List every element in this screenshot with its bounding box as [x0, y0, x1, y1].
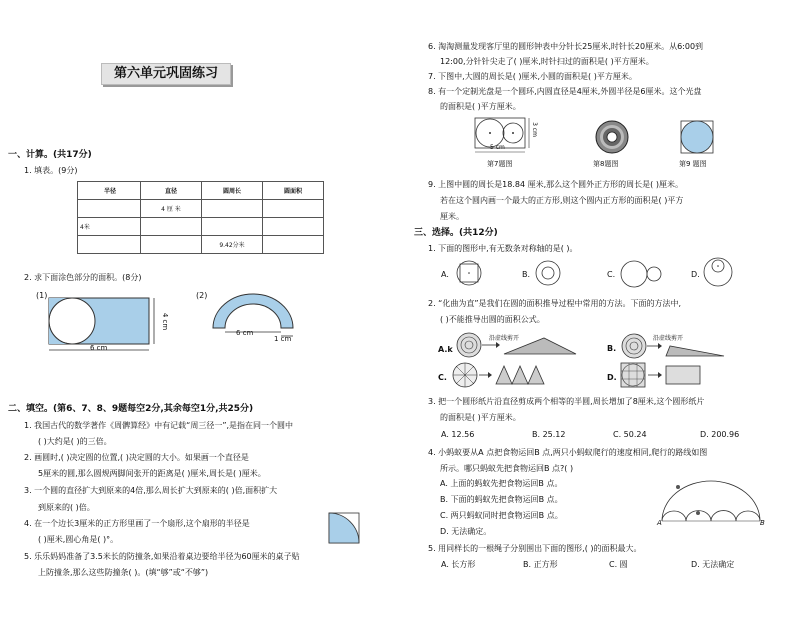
table-row [78, 200, 324, 218]
fig2-inner-label: 6 cm [236, 329, 254, 337]
s3-q2-option-b: B. [607, 344, 617, 353]
table-header-cell: 半径 [78, 182, 141, 200]
q2-a-cut-label: 沿虚线剪开 [489, 335, 520, 342]
s3-q3-line: 的面积是( )平方厘米。 [440, 413, 521, 422]
fig1-width-label: 6 cm [90, 344, 108, 352]
s3-q1-option-b: B. [522, 270, 531, 279]
fig2-ring-width-label: 1 cm [274, 335, 292, 343]
s2-right-line: 6. 淘淘测量发现客厅里的圆形钟表中分针长25厘米,时针长20厘米。从6:00到 [428, 42, 704, 51]
table-header-row [78, 182, 324, 200]
ant-path-figure [658, 477, 766, 527]
q5-option-a: A. 长方形 [441, 560, 476, 569]
s2-line: 上防撞条,那么这些防撞条( )。(填“够”或“不够”) [38, 568, 209, 577]
s2-line: 1. 我国古代的数学著作《周髀算经》中有记载“周三径一”,是指在同一个圆中 [24, 421, 294, 430]
table-cell [263, 200, 324, 218]
table-cell [78, 236, 141, 254]
q5-option-c: C. 圆 [609, 560, 628, 569]
table-header-cell: 圆周长 [202, 182, 263, 200]
q2-option-d-figure [620, 362, 710, 390]
s3-q1-option-c: C. [607, 270, 616, 279]
s2-line: 到原来的( )倍。 [38, 503, 95, 512]
s2-right-line: 7. 下图中,大圆的周长是( )厘米,小圆的面积是( )平方厘米。 [428, 72, 637, 81]
s3-q2-option-d: D. [607, 373, 617, 382]
table-cell: 4 厘 米 [141, 200, 202, 218]
s3-q4-option-b: B. 下面的蚂蚁先把食物运回B 点。 [440, 495, 563, 504]
table-row [78, 218, 324, 236]
fig1-label: (1) [36, 291, 48, 300]
s3-q3-line: 3. 把一个圆形纸片沿直径剪成两个相等的半圆,周长增加了8厘米,这个圆形纸片 [428, 397, 705, 406]
q3-option-c: C. 50.24 [613, 430, 647, 439]
s3-q2-line: 2. “化曲为直”是我们在圆的面积推导过程中常用的方法。下面的方法中, [428, 299, 682, 308]
q5-option-d: D. 无法确定 [691, 560, 735, 569]
s2-line: ( )厘米,圆心角是( )°。 [38, 535, 119, 544]
fig1-height-label: 4 cm [161, 312, 170, 331]
table-cell: 9.42分米 [202, 236, 263, 254]
s2-line: 3. 一个圆的直径扩大到原来的4倍,那么周长扩大到原来的( )倍,面积扩大 [24, 486, 278, 495]
s3-q1-text: 1. 下面的图形中,有无数条对称轴的是( )。 [428, 244, 578, 253]
q9-line: 9. 上图中圆的周长是18.84 厘米,那么这个圆外正方形的周长是( )厘米。 [428, 180, 683, 189]
s2-right-line: 8. 有一个定制光盘是一个圆环,内圆直径是4厘米,外圆半径是6厘米。这个光盘 [428, 87, 702, 96]
table-cell [263, 236, 324, 254]
s3-q2-option-c: C. [438, 373, 447, 382]
section-1-heading: 一、计算。(共17分) [8, 150, 92, 160]
q5-option-b: B. 正方形 [523, 560, 558, 569]
table-cell [263, 218, 324, 236]
q3-option-d: D. 200.96 [700, 430, 740, 439]
s2-right-line: 12:00,分针针尖走了( )厘米,时针扫过的面积是( )平方厘米。 [440, 57, 654, 66]
fig9-circle-in-square-figure [680, 120, 716, 156]
s3-q2-option-a: A.k [438, 345, 453, 354]
table-cell [141, 236, 202, 254]
point-a-label: A [657, 519, 662, 527]
q1-option-c-tangent-circles [619, 260, 667, 288]
table-row [78, 236, 324, 254]
q2-option-c-figure [452, 362, 552, 390]
s3-q1-option-a: A. [441, 270, 449, 279]
table-cell [202, 218, 263, 236]
section-2-heading: 二、填空。(第6、7、8、9题每空2分,其余每空1分,共25分) [8, 404, 254, 414]
q3-option-a: A. 12.56 [441, 430, 475, 439]
q3-option-b: B. 25.12 [532, 430, 566, 439]
section-3-heading: 三、选择。(共12分) [414, 228, 498, 238]
table-header-cell: 圆面积 [263, 182, 324, 200]
fig8-disc-figure [595, 120, 631, 156]
fig7-height-label: 3 cm [530, 122, 538, 137]
table-cell [78, 200, 141, 218]
s2-line: 5. 乐乐妈妈准备了3.5米长的防撞条,如果沿着桌边要给半径为60厘米的桌子贴 [24, 552, 300, 561]
q1-option-a-square-circle [456, 260, 484, 288]
q1-1-text: 1. 填表。(9分) [24, 166, 78, 175]
page-title: 第六单元巩固练习 [101, 63, 231, 85]
s2-line: 4. 在一个边长3厘米的正方形里画了一个扇形,这个扇形的半径是 [24, 519, 250, 528]
s2-line: 2. 画圆时,( )决定圆的位置,( )决定圆的大小。如果画一个直径是 [24, 453, 249, 462]
s2-line: ( )大约是( )的三倍。 [38, 437, 112, 446]
fig8-caption: 第8题图 [593, 160, 619, 168]
s3-q1-option-d: D. [691, 270, 700, 279]
q2-option-a-figure [456, 332, 596, 358]
s3-q4-line: 所示。哪只蚂蚁先把食物运回B 点?( ) [440, 464, 574, 473]
s3-q4-line: 4. 小蚂蚁要从A 点把食物运回B 点,两只小蚂蚁爬行的速度相同,爬行的路线如图 [428, 448, 708, 457]
fill-table [77, 181, 324, 254]
fig2-label: (2) [196, 291, 208, 300]
q1-option-b-concentric-circles [535, 260, 563, 288]
s3-q4-option-a: A. 上面的蚂蚁先把食物运回B 点。 [440, 479, 563, 488]
q1-2-text: 2. 求下面涂色部分的面积。(8分) [24, 273, 142, 282]
s3-q4-option-d: D. 无法确定。 [440, 527, 492, 536]
fig1-shaded-figure [48, 296, 168, 356]
table-cell [141, 218, 202, 236]
fig7-caption: 第7题图 [487, 160, 513, 168]
s2-line: 5厘米的圆,那么圆规两脚间张开的距离是( )厘米,周长是( )厘米。 [38, 469, 266, 478]
table-cell: 4米 [78, 218, 141, 236]
s3-q4-option-c: C. 两只蚂蚁同时把食物运回B 点。 [440, 511, 563, 520]
q2-b-cut-label: 沿虚线剪开 [653, 335, 684, 342]
q1-option-d-inner-circle [703, 256, 735, 288]
s2-right-line: 的面积是( )平方厘米。 [440, 102, 521, 111]
fig7-width-label: 5 cm [490, 144, 505, 151]
q9-line: 若在这个圆内画一个最大的正方形,则这个圆内正方形的面积是( )平方 [440, 196, 684, 205]
table-cell [202, 200, 263, 218]
fig9-caption: 第9 题图 [679, 160, 707, 168]
s3-q2-line: ( )不能推导出圆的面积公式。 [440, 315, 545, 324]
point-b-label: B [760, 519, 765, 527]
q9-line: 厘米。 [440, 212, 464, 221]
sector-square-figure [328, 512, 362, 546]
table-header-cell: 直径 [141, 182, 202, 200]
s3-q5-text: 5. 用同样长的一根绳子分别围出下面的图形,( )的面积最大。 [428, 544, 642, 553]
